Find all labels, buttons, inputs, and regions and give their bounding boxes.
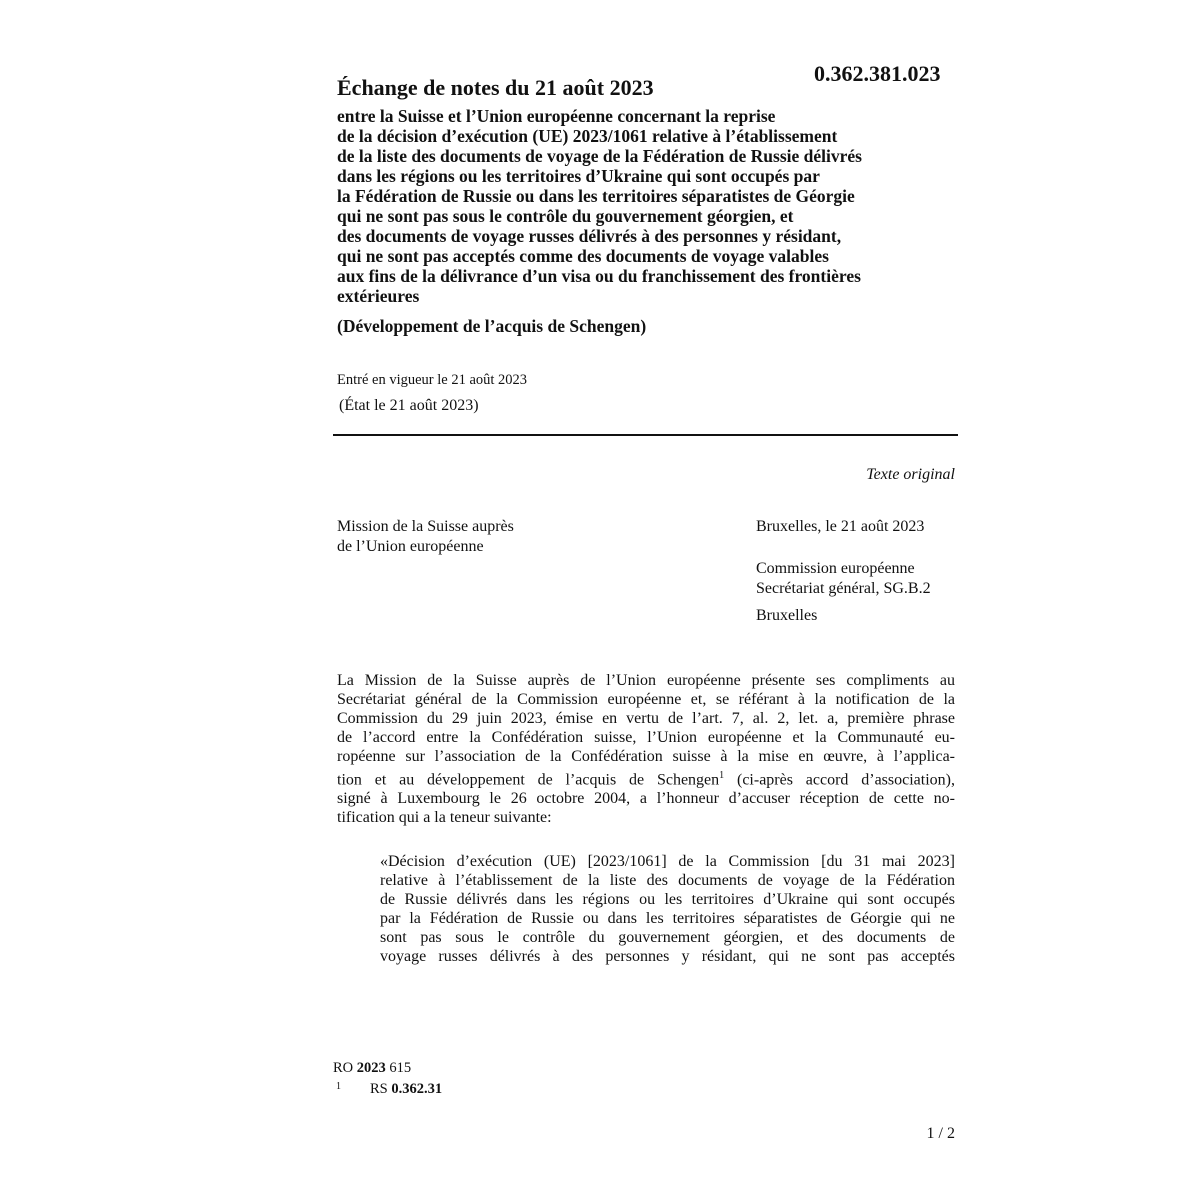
addressee-city: Bruxelles bbox=[756, 607, 818, 624]
quoted-decision bbox=[380, 852, 955, 966]
document-title: Échange de notes du 21 août 2023 bbox=[337, 75, 654, 100]
addressee-line: Commission européenne bbox=[756, 560, 915, 577]
quote-line: sont pas sous le contrôle du gouvernement géorgien, et des documents de bbox=[380, 929, 955, 946]
paragraph-line-part: tion et au développement de l’acquis de Schengen bbox=[337, 771, 720, 789]
subtitle-line: extérieures bbox=[337, 286, 420, 306]
schengen-development-note: (Développement de l’acquis de Schengen) bbox=[337, 316, 647, 336]
paragraph-line: de l’accord entre la Confédération suisse, l’Union européenne et la Communauté eu- bbox=[337, 729, 955, 746]
addressee-block bbox=[756, 559, 931, 599]
footnote-number: 1 bbox=[336, 1081, 341, 1092]
sender-line: Mission de la Suisse auprès bbox=[337, 518, 514, 535]
quote-line: relative à l’établissement de la liste des documents de voyage de la Fédération bbox=[380, 872, 955, 889]
quote-line: «Décision d’exécution (UE) [2023/1061] de la Commission [du 31 mai 2023] bbox=[380, 853, 955, 870]
paragraph-line: tification qui a la teneur suivante: bbox=[337, 809, 552, 827]
quote-line: par la Fédération de Russie ou dans les territoires séparatistes de Géorgie qui ne bbox=[380, 910, 955, 927]
subtitle-line: des documents de voyage russes délivrés à des personnes y résidant, bbox=[337, 226, 842, 246]
subtitle-line: la Fédération de Russie ou dans les territoires séparatistes de Géorgie bbox=[337, 186, 855, 206]
paragraph-line: ropéenne sur l’association de la Confédération suisse à la mise en œuvre, à l’applica- bbox=[337, 748, 955, 765]
quote-line: voyage russes délivrés à des personnes y résidant, qui ne sont pas acceptés bbox=[380, 948, 955, 965]
header-divider bbox=[333, 434, 958, 436]
entry-into-force: Entré en vigueur le 21 août 2023 bbox=[337, 372, 528, 388]
subtitle-line: entre la Suisse et l’Union européenne concernant la reprise bbox=[337, 106, 776, 126]
paragraph-line: Secrétariat général de la Commission européenne et, se référant à la notification de la bbox=[337, 691, 955, 708]
paragraph-line: signé à Luxembourg le 26 octobre 2004, a l’honneur d’accuser réception de cette no- bbox=[337, 790, 955, 808]
paragraph-line-part: (ci-après accord d’association), bbox=[724, 771, 955, 789]
original-text-label: Texte original bbox=[866, 466, 955, 483]
paragraph-line bbox=[337, 766, 955, 789]
document-subtitle bbox=[337, 106, 977, 306]
footnote bbox=[336, 1079, 443, 1099]
paragraph-line: La Mission de la Suisse auprès de l’Union européenne présente ses compliments au bbox=[337, 672, 955, 689]
body-paragraph bbox=[337, 671, 955, 827]
ro-year: 2023 bbox=[356, 1060, 386, 1076]
subtitle-line: de la décision d’exécution (UE) 2023/1061 relative à l’établissement bbox=[337, 126, 838, 146]
footnote-prefix: RS bbox=[370, 1081, 392, 1097]
rs-number: 0.362.381.023 bbox=[814, 61, 941, 86]
subtitle-line: aux fins de la délivrance d’un visa ou du franchissement des frontières bbox=[337, 266, 861, 286]
footnote-text bbox=[370, 1079, 442, 1099]
subtitle-line: qui ne sont pas acceptés comme des documents de voyage valables bbox=[337, 246, 829, 266]
quote-line: de Russie délivrés dans les régions ou les territoires d’Ukraine qui sont occupés bbox=[380, 891, 955, 908]
state-date: (État le 21 août 2023) bbox=[339, 397, 479, 414]
paragraph-line: Commission du 29 juin 2023, émise en vertu de l’art. 7, al. 2, let. a, première phrase bbox=[337, 710, 955, 727]
ro-reference bbox=[333, 1058, 411, 1078]
sender-block bbox=[337, 517, 514, 557]
subtitle-line: qui ne sont pas sous le contrôle du gouvernement géorgien, et bbox=[337, 206, 794, 226]
subtitle-line: de la liste des documents de voyage de la Fédération de Russie délivrés bbox=[337, 146, 862, 166]
ro-prefix: RO bbox=[333, 1060, 357, 1076]
sender-line: de l’Union européenne bbox=[337, 538, 484, 555]
page-number: 1 / 2 bbox=[926, 1125, 955, 1142]
addressee-line: Secrétariat général, SG.B.2 bbox=[756, 580, 931, 597]
footnote-reference[interactable]: 1 bbox=[719, 770, 725, 781]
ro-page: 615 bbox=[385, 1060, 412, 1076]
footnote-rs-number[interactable]: 0.362.31 bbox=[391, 1081, 443, 1097]
subtitle-line: dans les régions ou les territoires d’Ukraine qui sont occupés par bbox=[337, 166, 820, 186]
place-date: Bruxelles, le 21 août 2023 bbox=[756, 518, 925, 535]
